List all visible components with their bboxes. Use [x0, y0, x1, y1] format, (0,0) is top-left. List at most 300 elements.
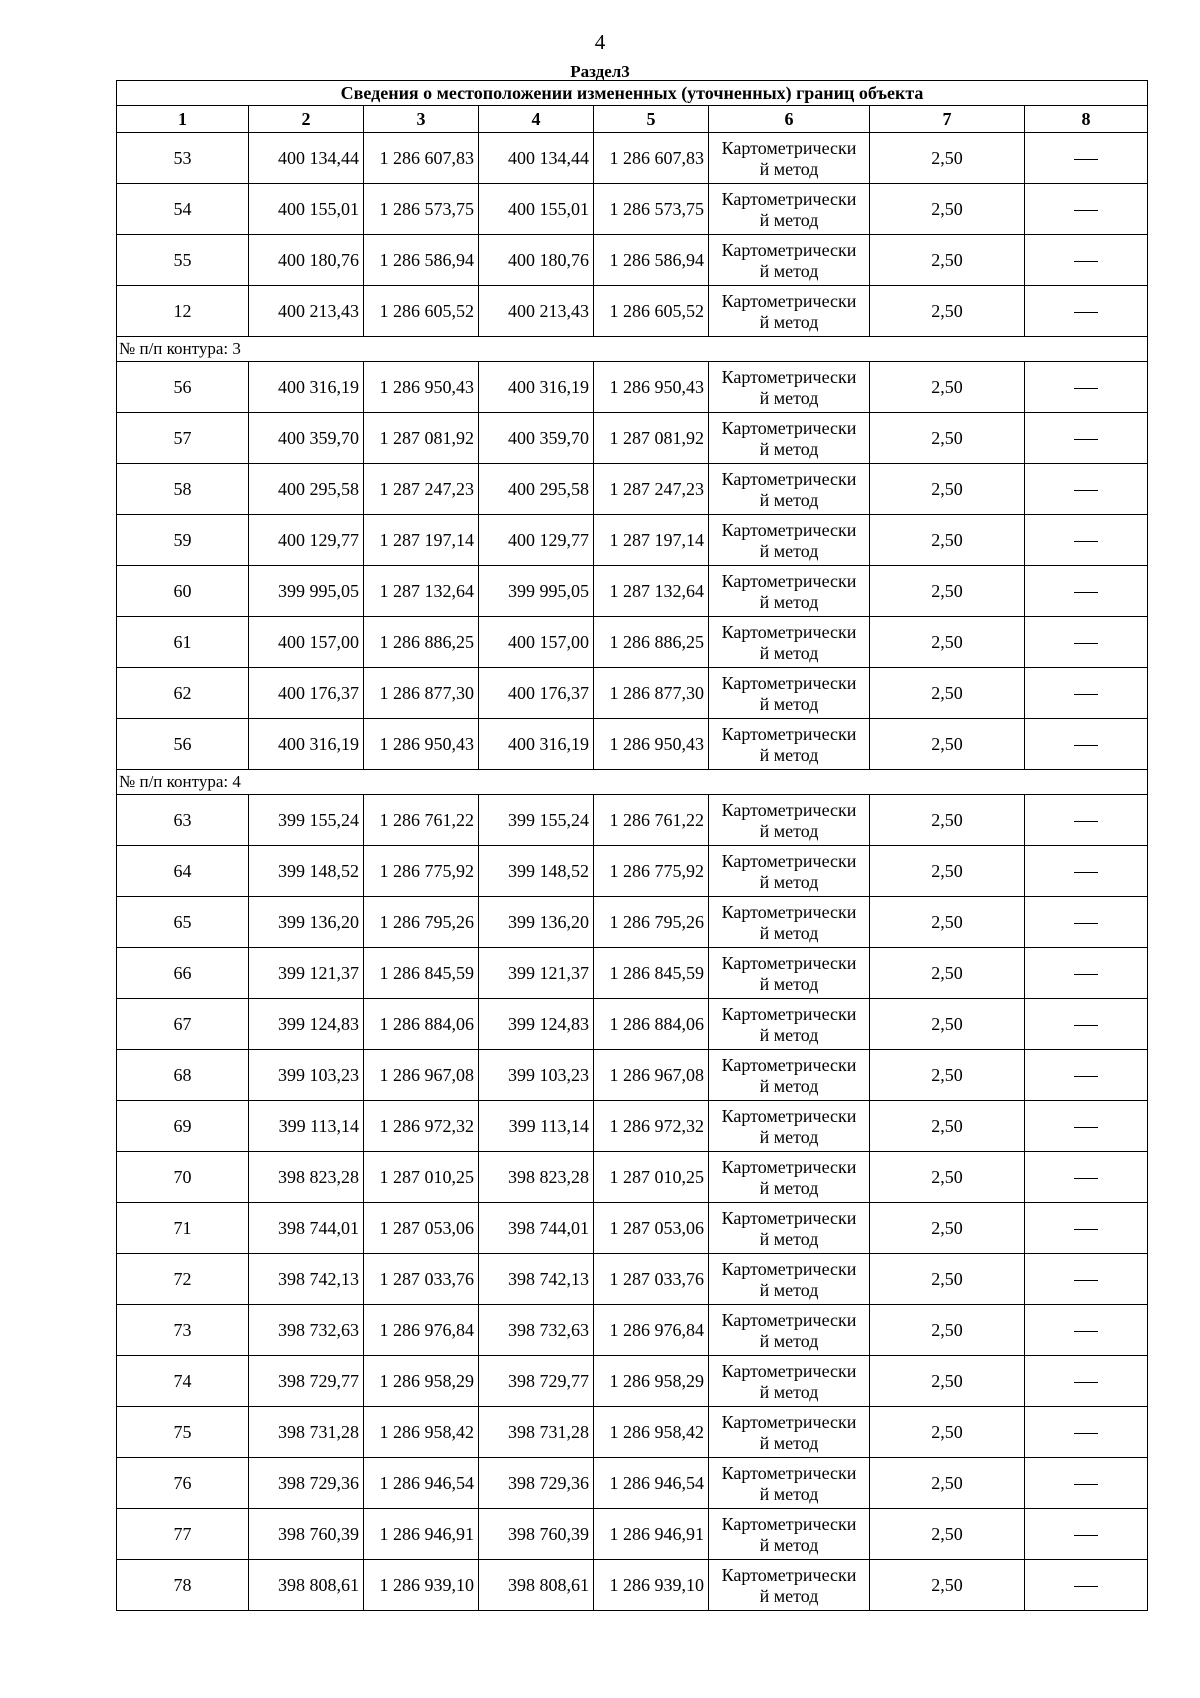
refined-x-cell: 398 731,28 — [479, 1407, 594, 1458]
description-cell — [1025, 1305, 1148, 1356]
table-title: Сведения о местоположении измененных (уточненных) границ объекта — [117, 81, 1148, 106]
method-line-1: Картометрически — [721, 1411, 857, 1432]
method-line-1: Картометрически — [721, 1054, 857, 1075]
dash-icon — [1074, 1127, 1098, 1128]
existing-x-cell: 399 103,23 — [249, 1050, 364, 1101]
dash-icon — [1074, 694, 1098, 695]
description-cell — [1025, 286, 1148, 337]
refined-y-cell: 1 287 197,14 — [594, 515, 709, 566]
method-line-1: Картометрически — [721, 519, 857, 540]
refined-x-cell: 400 316,19 — [479, 719, 594, 770]
refined-x-cell: 398 742,13 — [479, 1254, 594, 1305]
column-header: 6 — [709, 106, 870, 133]
refined-y-cell: 1 286 950,43 — [594, 362, 709, 413]
refined-y-cell: 1 286 607,83 — [594, 133, 709, 184]
description-cell — [1025, 1458, 1148, 1509]
existing-y-cell: 1 286 946,54 — [364, 1458, 479, 1509]
refined-y-cell: 1 286 946,91 — [594, 1509, 709, 1560]
column-header: 8 — [1025, 106, 1148, 133]
existing-x-cell: 398 744,01 — [249, 1203, 364, 1254]
refined-x-cell: 398 823,28 — [479, 1152, 594, 1203]
point-number-cell: 70 — [117, 1152, 249, 1203]
accuracy-cell: 2,50 — [870, 1509, 1025, 1560]
refined-y-cell: 1 286 884,06 — [594, 999, 709, 1050]
table-row — [117, 719, 1148, 770]
accuracy-cell: 2,50 — [870, 1203, 1025, 1254]
dash-icon — [1074, 312, 1098, 313]
table-row — [117, 1203, 1148, 1254]
existing-y-cell: 1 286 775,92 — [364, 846, 479, 897]
description-cell — [1025, 1254, 1148, 1305]
dash-icon — [1074, 1025, 1098, 1026]
existing-y-cell: 1 286 605,52 — [364, 286, 479, 337]
table-row — [117, 1101, 1148, 1152]
method-line-2: й метод — [759, 387, 819, 408]
existing-x-cell: 398 808,61 — [249, 1560, 364, 1611]
existing-x-cell: 400 316,19 — [249, 719, 364, 770]
refined-x-cell: 399 103,23 — [479, 1050, 594, 1101]
point-number-cell: 71 — [117, 1203, 249, 1254]
dash-icon — [1074, 261, 1098, 262]
refined-x-cell: 400 213,43 — [479, 286, 594, 337]
method-line-2: й метод — [759, 1330, 819, 1351]
method-line-2: й метод — [759, 1126, 819, 1147]
refined-x-cell: 400 180,76 — [479, 235, 594, 286]
method-line-2: й метод — [759, 540, 819, 561]
method-cell — [709, 1356, 870, 1407]
refined-x-cell: 398 732,63 — [479, 1305, 594, 1356]
existing-y-cell: 1 287 010,25 — [364, 1152, 479, 1203]
description-cell — [1025, 464, 1148, 515]
method-line-2: й метод — [759, 871, 819, 892]
method-line-2: й метод — [759, 1534, 819, 1555]
point-number-cell: 72 — [117, 1254, 249, 1305]
existing-x-cell: 400 129,77 — [249, 515, 364, 566]
description-cell — [1025, 668, 1148, 719]
refined-y-cell: 1 287 081,92 — [594, 413, 709, 464]
table-row — [117, 184, 1148, 235]
table-row — [117, 362, 1148, 413]
dash-icon — [1074, 1331, 1098, 1332]
method-cell — [709, 464, 870, 515]
method-line-1: Картометрически — [721, 1105, 857, 1126]
point-number-cell: 60 — [117, 566, 249, 617]
existing-x-cell: 400 295,58 — [249, 464, 364, 515]
method-cell — [709, 286, 870, 337]
accuracy-cell: 2,50 — [870, 1101, 1025, 1152]
refined-x-cell: 400 155,01 — [479, 184, 594, 235]
refined-y-cell: 1 286 586,94 — [594, 235, 709, 286]
point-number-cell: 56 — [117, 719, 249, 770]
method-line-2: й метод — [759, 744, 819, 765]
existing-y-cell: 1 286 884,06 — [364, 999, 479, 1050]
refined-y-cell: 1 286 972,32 — [594, 1101, 709, 1152]
method-line-1: Картометрически — [721, 290, 857, 311]
method-cell — [709, 1560, 870, 1611]
accuracy-cell: 2,50 — [870, 948, 1025, 999]
refined-y-cell: 1 286 976,84 — [594, 1305, 709, 1356]
method-cell — [709, 1101, 870, 1152]
existing-y-cell: 1 286 976,84 — [364, 1305, 479, 1356]
method-line-1: Картометрически — [721, 366, 857, 387]
existing-y-cell: 1 286 586,94 — [364, 235, 479, 286]
dash-icon — [1074, 1586, 1098, 1587]
method-line-1: Картометрически — [721, 1258, 857, 1279]
point-number-cell: 12 — [117, 286, 249, 337]
refined-x-cell: 399 148,52 — [479, 846, 594, 897]
refined-y-cell: 1 286 958,42 — [594, 1407, 709, 1458]
method-line-2: й метод — [759, 209, 819, 230]
existing-y-cell: 1 286 886,25 — [364, 617, 479, 668]
existing-x-cell: 400 134,44 — [249, 133, 364, 184]
method-line-1: Картометрически — [721, 417, 857, 438]
refined-y-cell: 1 286 877,30 — [594, 668, 709, 719]
refined-y-cell: 1 287 247,23 — [594, 464, 709, 515]
existing-y-cell: 1 287 033,76 — [364, 1254, 479, 1305]
column-header: 2 — [249, 106, 364, 133]
existing-x-cell: 399 121,37 — [249, 948, 364, 999]
existing-y-cell: 1 286 958,29 — [364, 1356, 479, 1407]
table-row — [117, 235, 1148, 286]
existing-x-cell: 398 760,39 — [249, 1509, 364, 1560]
method-line-2: й метод — [759, 973, 819, 994]
table-row — [117, 948, 1148, 999]
point-number-cell: 53 — [117, 133, 249, 184]
table-row — [117, 1509, 1148, 1560]
dash-icon — [1074, 821, 1098, 822]
description-cell — [1025, 235, 1148, 286]
method-line-2: й метод — [759, 922, 819, 943]
method-line-2: й метод — [759, 1381, 819, 1402]
method-cell — [709, 795, 870, 846]
accuracy-cell: 2,50 — [870, 184, 1025, 235]
table-row — [117, 1560, 1148, 1611]
accuracy-cell: 2,50 — [870, 1458, 1025, 1509]
refined-x-cell: 399 113,14 — [479, 1101, 594, 1152]
table-row — [117, 999, 1148, 1050]
method-line-2: й метод — [759, 1177, 819, 1198]
refined-y-cell: 1 287 132,64 — [594, 566, 709, 617]
point-number-cell: 75 — [117, 1407, 249, 1458]
accuracy-cell: 2,50 — [870, 617, 1025, 668]
description-cell — [1025, 1152, 1148, 1203]
method-cell — [709, 846, 870, 897]
dash-icon — [1074, 872, 1098, 873]
method-line-1: Картометрически — [721, 1207, 857, 1228]
refined-x-cell: 399 155,24 — [479, 795, 594, 846]
table-row — [117, 668, 1148, 719]
dash-icon — [1074, 923, 1098, 924]
accuracy-cell: 2,50 — [870, 286, 1025, 337]
point-number-cell: 63 — [117, 795, 249, 846]
dash-icon — [1074, 1178, 1098, 1179]
method-line-1: Картометрически — [721, 1156, 857, 1177]
table-row — [117, 897, 1148, 948]
point-number-cell: 61 — [117, 617, 249, 668]
dash-icon — [1074, 159, 1098, 160]
method-line-1: Картометрически — [721, 137, 857, 158]
accuracy-cell: 2,50 — [870, 846, 1025, 897]
method-cell — [709, 1254, 870, 1305]
description-cell — [1025, 184, 1148, 235]
refined-x-cell: 399 995,05 — [479, 566, 594, 617]
accuracy-cell: 2,50 — [870, 1407, 1025, 1458]
refined-x-cell: 398 808,61 — [479, 1560, 594, 1611]
existing-x-cell: 398 742,13 — [249, 1254, 364, 1305]
accuracy-cell: 2,50 — [870, 464, 1025, 515]
refined-y-cell: 1 286 795,26 — [594, 897, 709, 948]
column-header: 7 — [870, 106, 1025, 133]
method-line-2: й метод — [759, 1585, 819, 1606]
method-line-1: Картометрически — [721, 1003, 857, 1024]
dash-icon — [1074, 1535, 1098, 1536]
table-row — [117, 133, 1148, 184]
existing-x-cell: 398 732,63 — [249, 1305, 364, 1356]
existing-y-cell: 1 286 939,10 — [364, 1560, 479, 1611]
description-cell — [1025, 617, 1148, 668]
description-cell — [1025, 795, 1148, 846]
method-cell — [709, 1509, 870, 1560]
existing-x-cell: 398 729,36 — [249, 1458, 364, 1509]
description-cell — [1025, 566, 1148, 617]
method-line-2: й метод — [759, 1432, 819, 1453]
existing-y-cell: 1 286 761,22 — [364, 795, 479, 846]
accuracy-cell: 2,50 — [870, 1305, 1025, 1356]
existing-x-cell: 399 113,14 — [249, 1101, 364, 1152]
existing-y-cell: 1 286 845,59 — [364, 948, 479, 999]
method-line-1: Картометрически — [721, 570, 857, 591]
method-cell — [709, 566, 870, 617]
method-line-2: й метод — [759, 260, 819, 281]
description-cell — [1025, 1407, 1148, 1458]
dash-icon — [1074, 1484, 1098, 1485]
existing-x-cell: 399 136,20 — [249, 897, 364, 948]
refined-y-cell: 1 287 033,76 — [594, 1254, 709, 1305]
point-number-cell: 58 — [117, 464, 249, 515]
accuracy-cell: 2,50 — [870, 795, 1025, 846]
method-line-1: Картометрически — [721, 1360, 857, 1381]
dash-icon — [1074, 1076, 1098, 1077]
accuracy-cell: 2,50 — [870, 1560, 1025, 1611]
existing-x-cell: 400 157,00 — [249, 617, 364, 668]
refined-y-cell: 1 287 010,25 — [594, 1152, 709, 1203]
dash-icon — [1074, 643, 1098, 644]
accuracy-cell: 2,50 — [870, 133, 1025, 184]
contour-label: № п/п контура: 3 — [117, 337, 1148, 362]
point-number-cell: 78 — [117, 1560, 249, 1611]
refined-x-cell: 398 729,77 — [479, 1356, 594, 1407]
existing-y-cell: 1 286 958,42 — [364, 1407, 479, 1458]
method-line-1: Картометрически — [721, 621, 857, 642]
description-cell — [1025, 413, 1148, 464]
point-number-cell: 74 — [117, 1356, 249, 1407]
existing-x-cell: 399 148,52 — [249, 846, 364, 897]
method-cell — [709, 999, 870, 1050]
description-cell — [1025, 999, 1148, 1050]
method-line-1: Картометрически — [721, 1513, 857, 1534]
accuracy-cell: 2,50 — [870, 897, 1025, 948]
description-cell — [1025, 719, 1148, 770]
existing-x-cell: 399 155,24 — [249, 795, 364, 846]
refined-x-cell: 399 136,20 — [479, 897, 594, 948]
existing-x-cell: 400 180,76 — [249, 235, 364, 286]
dash-icon — [1074, 1229, 1098, 1230]
method-cell — [709, 235, 870, 286]
existing-x-cell: 399 995,05 — [249, 566, 364, 617]
accuracy-cell: 2,50 — [870, 999, 1025, 1050]
accuracy-cell: 2,50 — [870, 1254, 1025, 1305]
method-line-2: й метод — [759, 1483, 819, 1504]
point-number-cell: 54 — [117, 184, 249, 235]
column-header: 5 — [594, 106, 709, 133]
refined-y-cell: 1 286 761,22 — [594, 795, 709, 846]
contour-label: № п/п контура: 4 — [117, 770, 1148, 795]
existing-y-cell: 1 286 972,32 — [364, 1101, 479, 1152]
refined-y-cell: 1 286 605,52 — [594, 286, 709, 337]
refined-x-cell: 399 121,37 — [479, 948, 594, 999]
table-row — [117, 795, 1148, 846]
refined-y-cell: 1 286 950,43 — [594, 719, 709, 770]
existing-y-cell: 1 286 573,75 — [364, 184, 479, 235]
method-line-1: Картометрически — [721, 188, 857, 209]
contour-row — [117, 337, 1148, 362]
method-cell — [709, 1203, 870, 1254]
table-row — [117, 1407, 1148, 1458]
dash-icon — [1074, 1280, 1098, 1281]
method-cell — [709, 1305, 870, 1356]
existing-y-cell: 1 286 950,43 — [364, 719, 479, 770]
existing-y-cell: 1 286 877,30 — [364, 668, 479, 719]
method-line-2: й метод — [759, 1024, 819, 1045]
method-cell — [709, 1458, 870, 1509]
method-cell — [709, 133, 870, 184]
accuracy-cell: 2,50 — [870, 362, 1025, 413]
column-header: 3 — [364, 106, 479, 133]
refined-y-cell: 1 287 053,06 — [594, 1203, 709, 1254]
point-number-cell: 64 — [117, 846, 249, 897]
method-cell — [709, 413, 870, 464]
refined-y-cell: 1 286 939,10 — [594, 1560, 709, 1611]
refined-y-cell: 1 286 946,54 — [594, 1458, 709, 1509]
accuracy-cell: 2,50 — [870, 1050, 1025, 1101]
dash-icon — [1074, 439, 1098, 440]
existing-x-cell: 400 359,70 — [249, 413, 364, 464]
dash-icon — [1074, 210, 1098, 211]
accuracy-cell: 2,50 — [870, 1356, 1025, 1407]
dash-icon — [1074, 974, 1098, 975]
refined-y-cell: 1 286 845,59 — [594, 948, 709, 999]
method-line-1: Картометрически — [721, 468, 857, 489]
point-number-cell: 62 — [117, 668, 249, 719]
existing-y-cell: 1 287 053,06 — [364, 1203, 479, 1254]
method-line-2: й метод — [759, 642, 819, 663]
method-line-2: й метод — [759, 311, 819, 332]
method-line-2: й метод — [759, 820, 819, 841]
description-cell — [1025, 846, 1148, 897]
table-row — [117, 515, 1148, 566]
table-row — [117, 286, 1148, 337]
method-line-2: й метод — [759, 1075, 819, 1096]
table-row — [117, 1152, 1148, 1203]
method-line-1: Картометрически — [721, 850, 857, 871]
dash-icon — [1074, 541, 1098, 542]
existing-x-cell: 398 823,28 — [249, 1152, 364, 1203]
method-line-2: й метод — [759, 438, 819, 459]
coordinates-table — [116, 80, 1148, 1611]
description-cell — [1025, 1509, 1148, 1560]
table-row — [117, 566, 1148, 617]
point-number-cell: 66 — [117, 948, 249, 999]
table-row — [117, 846, 1148, 897]
method-cell — [709, 184, 870, 235]
refined-y-cell: 1 286 958,29 — [594, 1356, 709, 1407]
method-line-2: й метод — [759, 1228, 819, 1249]
dash-icon — [1074, 1433, 1098, 1434]
method-line-1: Картометрически — [721, 239, 857, 260]
description-cell — [1025, 948, 1148, 999]
table-row — [117, 1458, 1148, 1509]
dash-icon — [1074, 1382, 1098, 1383]
existing-y-cell: 1 286 967,08 — [364, 1050, 479, 1101]
method-line-2: й метод — [759, 489, 819, 510]
accuracy-cell: 2,50 — [870, 566, 1025, 617]
existing-y-cell: 1 286 607,83 — [364, 133, 479, 184]
existing-y-cell: 1 286 946,91 — [364, 1509, 479, 1560]
refined-x-cell: 400 134,44 — [479, 133, 594, 184]
dash-icon — [1074, 592, 1098, 593]
existing-x-cell: 399 124,83 — [249, 999, 364, 1050]
table-row — [117, 617, 1148, 668]
method-cell — [709, 719, 870, 770]
method-line-1: Картометрически — [721, 1564, 857, 1585]
description-cell — [1025, 1101, 1148, 1152]
refined-x-cell: 400 295,58 — [479, 464, 594, 515]
method-cell — [709, 362, 870, 413]
method-line-1: Картометрически — [721, 723, 857, 744]
refined-y-cell: 1 286 967,08 — [594, 1050, 709, 1101]
method-line-1: Картометрически — [721, 799, 857, 820]
description-cell — [1025, 1560, 1148, 1611]
existing-y-cell: 1 287 197,14 — [364, 515, 479, 566]
refined-x-cell: 400 176,37 — [479, 668, 594, 719]
table-row — [117, 1305, 1148, 1356]
method-cell — [709, 668, 870, 719]
description-cell — [1025, 897, 1148, 948]
table-row — [117, 1356, 1148, 1407]
dash-icon — [1074, 745, 1098, 746]
point-number-cell: 55 — [117, 235, 249, 286]
column-header: 4 — [479, 106, 594, 133]
existing-y-cell: 1 287 081,92 — [364, 413, 479, 464]
existing-y-cell: 1 286 950,43 — [364, 362, 479, 413]
accuracy-cell: 2,50 — [870, 668, 1025, 719]
dash-icon — [1074, 388, 1098, 389]
page-number: 4 — [594, 30, 606, 54]
method-cell — [709, 1152, 870, 1203]
existing-x-cell: 398 729,77 — [249, 1356, 364, 1407]
existing-x-cell: 400 213,43 — [249, 286, 364, 337]
point-number-cell: 65 — [117, 897, 249, 948]
accuracy-cell: 2,50 — [870, 413, 1025, 464]
refined-y-cell: 1 286 573,75 — [594, 184, 709, 235]
existing-y-cell: 1 287 247,23 — [364, 464, 479, 515]
dash-icon — [1074, 490, 1098, 491]
point-number-cell: 68 — [117, 1050, 249, 1101]
section-title: Раздел3 — [570, 62, 630, 81]
existing-y-cell: 1 286 795,26 — [364, 897, 479, 948]
method-line-1: Картометрически — [721, 672, 857, 693]
description-cell — [1025, 133, 1148, 184]
